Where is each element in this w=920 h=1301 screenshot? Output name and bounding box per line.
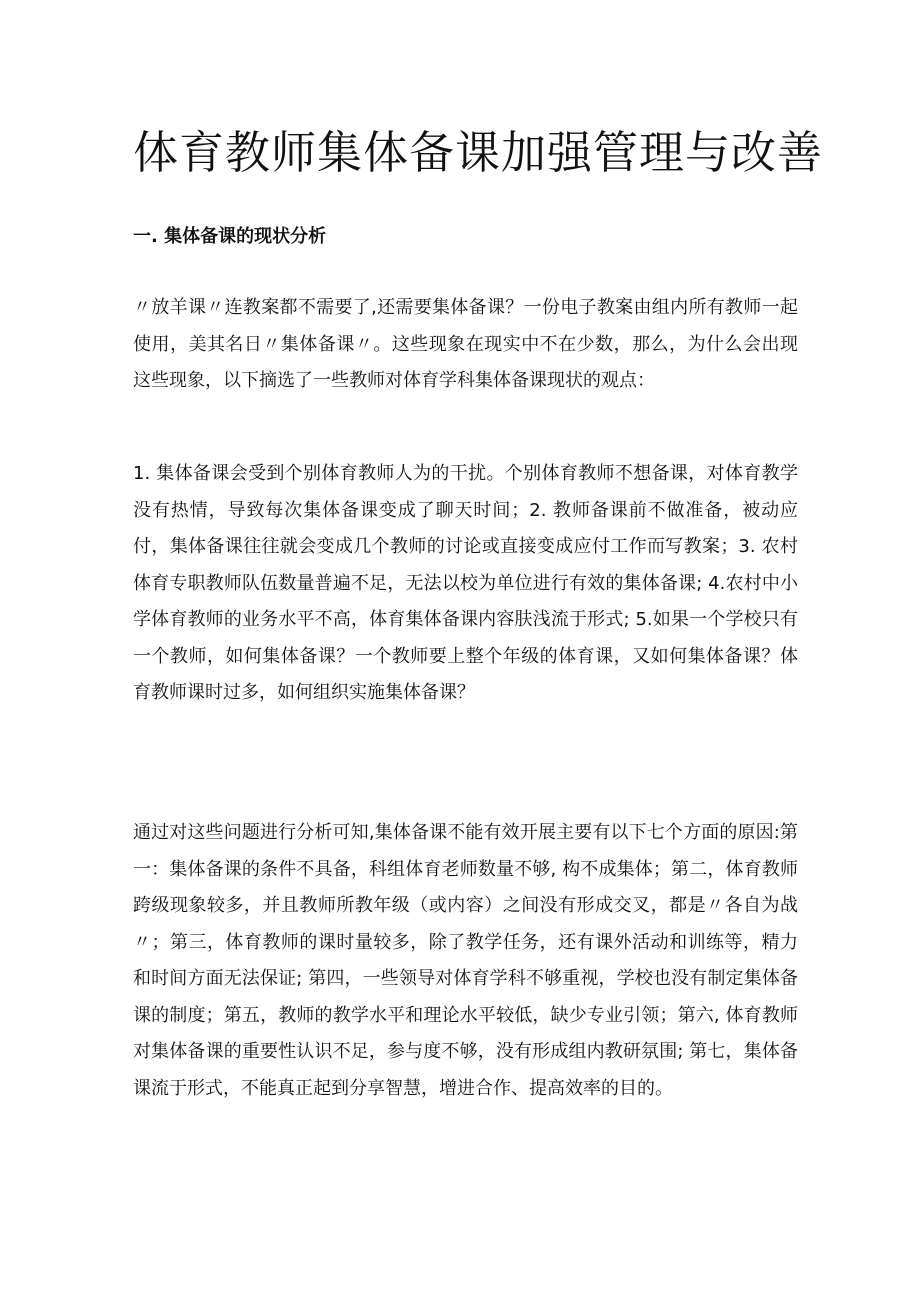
document-title: 体育教师集体备课加强管理与改善 (133, 126, 824, 179)
paragraph-viewpoints: 1. 集体备课会受到个别体育教师人为的干扰。个别体育教师不想备课，对体育教学没有热情，导致每次集体备课变成了聊天时间；2. 教师备课前不做准备，被动应付，集体备课往往就会变成几个教师的讨论或直接变成应付工作而写教案；3. 农村体育专职教师队伍数量普遍不足，无法以校为单位进行有效的集体备课; 4.农村中小学体育教师的业务水平不高，体育集体备课内容肤浅流于形式; 5.如果一个学校只有一个教师，如何集体备课？一个教师要上整个年级的体育课，又如何集体备课？体育教师课时过多，如何组织实施集体备课？ (133, 463, 798, 703)
paragraph-intro: 〃放羊课〃连教案都不需要了,还需要集体备课？一份电子教案由组内所有教师一起使用，美其名日〃集体备课〃。这些现象在现实中不在少数，那么，为什么会出现这些现象，以下摘选了一些教师对体育学科集体备课现状的观点： (133, 297, 798, 391)
paragraph-reasons: 通过对这些问题进行分析可知,集体备课不能有效开展主要有以下七个方面的原因:第一：集体备课的条件不具备，科组体育老师数量不够, 构不成集体；第二，体育教师跨级现象较多，并且教师所教年级（或内容）之间没有形成交叉，都是〃各自为战〃；第三，体育教师的课时量较多，除了教学任务，还有课外活动和训练等，精力和时间方面无法保证; 第四，一些领导对体育学科不够重视，学校也没有制定集体备课的制度；第五，教师的教学水平和理论水平较低，缺少专业引领；第六, 体育教师对集体备课的重要性认识不足，参与度不够，没有形成组内教研氛围; 第七，集体备课流于形式，不能真正起到分享智慧，增进合作、提高效率的目的。 (133, 822, 798, 1099)
section-heading: 一. 集体备课的现状分析 (133, 226, 327, 247)
